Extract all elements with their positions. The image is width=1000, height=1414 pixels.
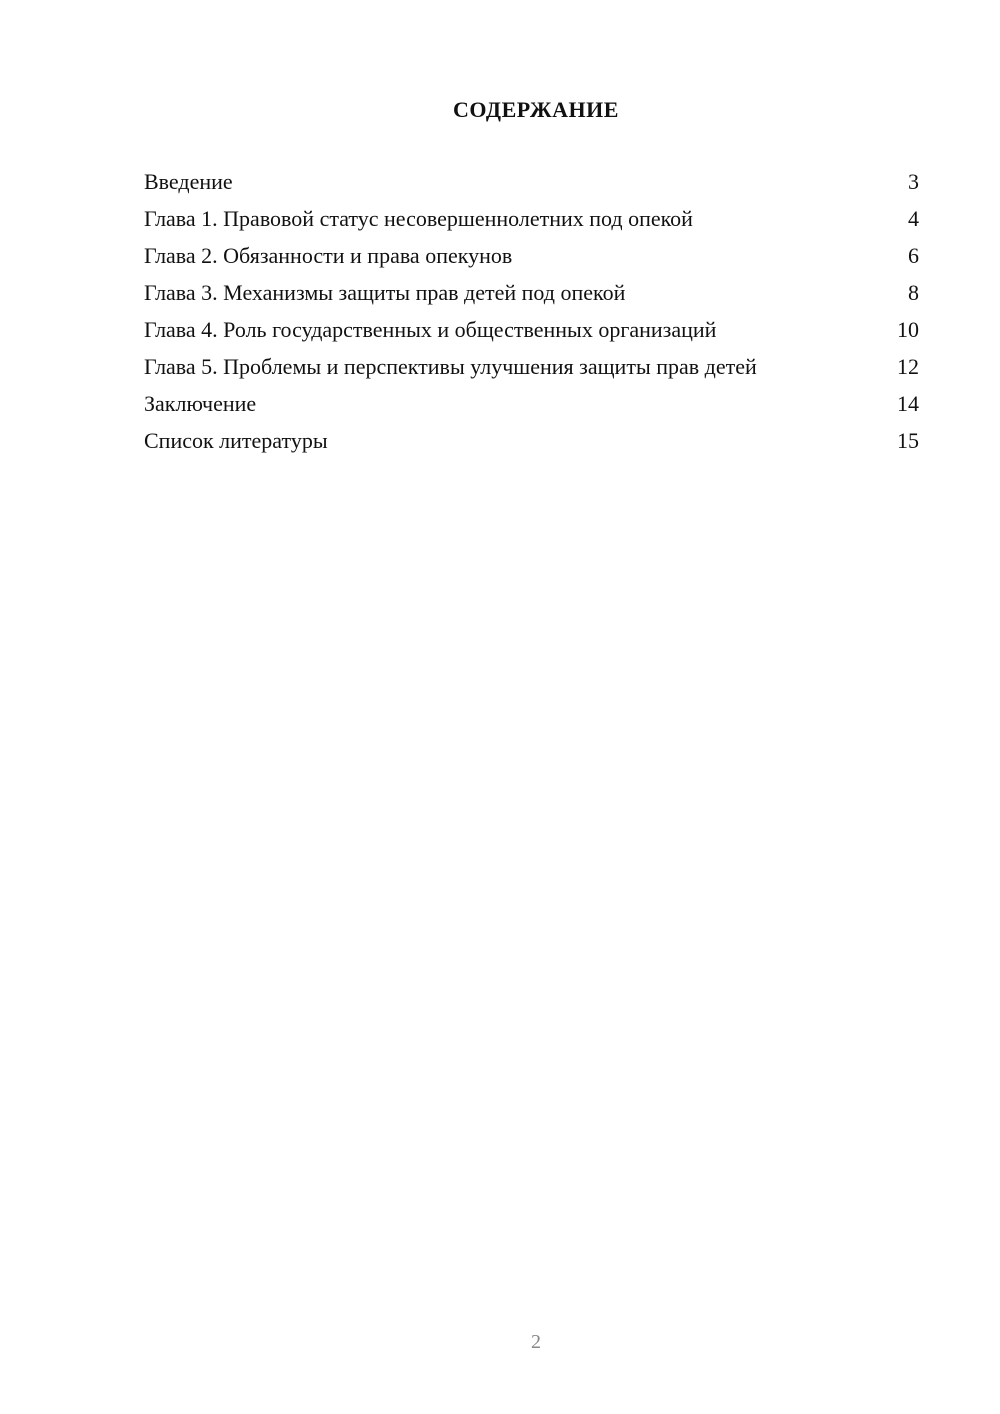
toc-entry-label: Глава 2. Обязанности и права опекунов (144, 243, 513, 268)
toc-entry-conclusion (144, 390, 919, 417)
toc-entry-page: 15 (897, 428, 919, 453)
toc-entry-page: 10 (897, 317, 919, 342)
toc-entry-page: 4 (908, 206, 919, 231)
toc-entry-label: Глава 3. Механизмы защиты прав детей под опекой (144, 280, 626, 305)
toc-entry-chapter-2 (144, 242, 919, 269)
toc-entry-label: Глава 4. Роль государственных и общественных организаций (144, 317, 717, 342)
toc-entry-label: Глава 5. Проблемы и перспективы улучшения защиты прав детей (144, 354, 757, 379)
toc-entry-label: Глава 1. Правовой статус несовершеннолетних под опекой (144, 206, 693, 231)
toc-entry-page: 3 (908, 169, 919, 194)
toc-entry-label: Введение (144, 169, 233, 194)
toc-entry-label: Список литературы (144, 428, 328, 453)
toc-entry-chapter-4 (144, 316, 919, 343)
toc-entry-label: Заключение (144, 391, 257, 416)
toc-entry-page: 8 (908, 280, 919, 305)
toc-entry-introduction (144, 168, 919, 195)
page-number: 2 (531, 1331, 541, 1353)
table-of-contents (144, 168, 919, 464)
toc-entry-chapter-3 (144, 279, 919, 306)
toc-entry-chapter-1 (144, 205, 919, 232)
toc-entry-page: 6 (908, 243, 919, 268)
toc-entry-chapter-5 (144, 353, 919, 380)
toc-entry-page: 12 (897, 354, 919, 379)
toc-entry-page: 14 (897, 391, 919, 416)
toc-entry-bibliography (144, 427, 919, 454)
page-title: СОДЕРЖАНИЕ (453, 97, 619, 122)
